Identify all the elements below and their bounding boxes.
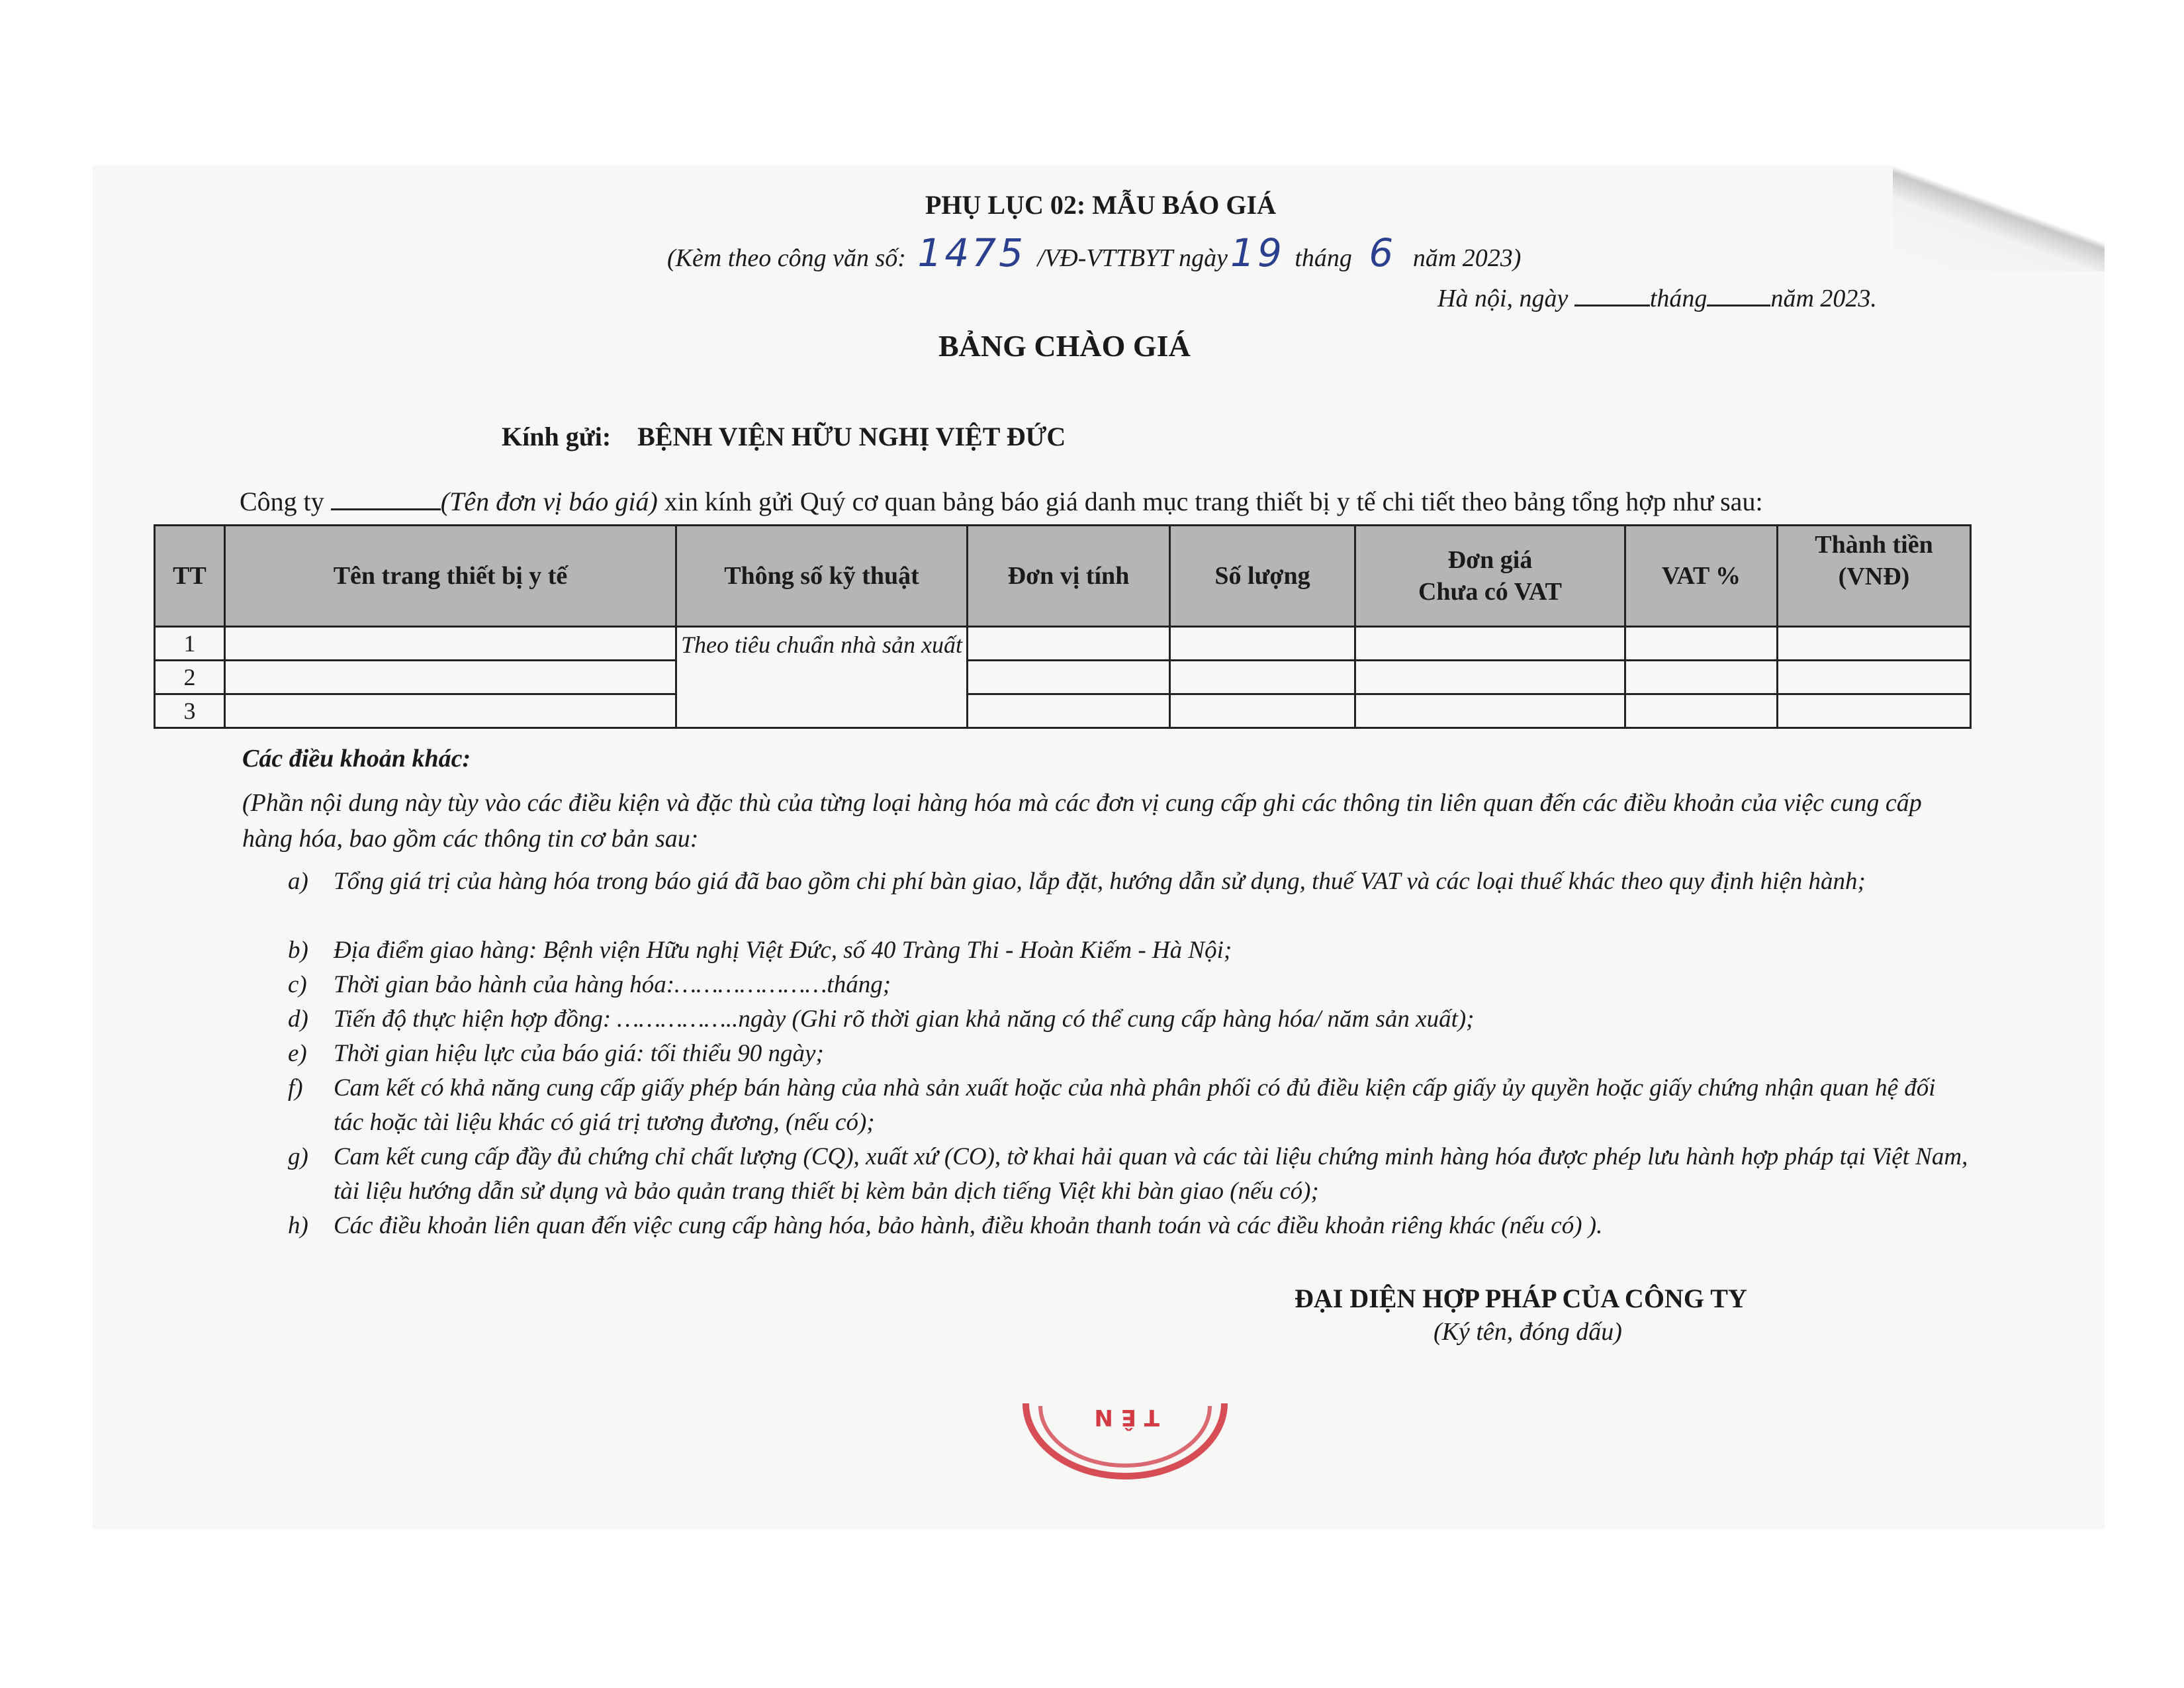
- attachment-line: [667, 230, 1521, 275]
- cell-unit: [968, 661, 1170, 694]
- cell-vat: [1625, 694, 1778, 728]
- terms-intro: (Phần nội dung này tùy vào các điều kiện và đặc thù của từng loại hàng hóa mà các đơn vị cung cấp ghi các thông tin liên quan đến các điều khoản của việc cung cấp hàng hóa, bao gồm các thông tin cơ bản sau:: [242, 789, 1922, 853]
- header-total: [1778, 526, 1971, 627]
- header-device-name: Tên trang thiết bị y tế: [225, 526, 676, 627]
- cell-device-name: [225, 627, 676, 661]
- term-label: c): [288, 971, 307, 998]
- document-title: BẢNG CHÀO GIÁ: [938, 329, 1191, 363]
- terms-heading: Các điều khoản khác:: [242, 745, 471, 773]
- cell-total: [1778, 694, 1971, 728]
- row-number: 1: [155, 627, 225, 661]
- document-number: 1475: [917, 230, 1026, 275]
- term-item-f: [289, 1071, 1943, 1140]
- term-text: Cam kết cung cấp đầy đủ chứng chỉ chất lượng (CQ), xuất xứ (CO), tờ khai hải quan và các tài liệu chứng minh hàng hóa được phép lưu hành hợp pháp tại Việt Nam, tài liệu hướng dẫn sử dụng và bảo quản trang thiết bị kèm bản dịch tiếng Việt khi bàn giao (nếu có);: [334, 1143, 1968, 1205]
- cell-unit-price: [1355, 694, 1625, 728]
- row-number: 3: [155, 694, 225, 728]
- term-label: h): [288, 1212, 308, 1239]
- cell-device-name: [225, 661, 676, 694]
- intro-line: [240, 482, 1763, 517]
- term-text: Thời gian bảo hành của hàng hóa:…………………tháng;: [334, 971, 891, 998]
- header-quantity: Số lượng: [1170, 526, 1355, 627]
- company-blank: [331, 482, 441, 510]
- term-label: b): [288, 937, 308, 964]
- table-header-row: [155, 526, 1971, 627]
- attachment-month: 6: [1369, 230, 1396, 275]
- recipient-label: Kính gửi:: [502, 422, 612, 451]
- day-blank: [1574, 278, 1650, 306]
- term-item-b: [289, 933, 1943, 968]
- intro-unit-hint: (Tên đơn vị báo giá): [440, 487, 658, 516]
- signature-title: ĐẠI DIỆN HỢP PHÁP CỦA CÔNG TY: [1295, 1284, 1747, 1313]
- cell-quantity: [1170, 661, 1355, 694]
- intro-text: xin kính gửi Quý cơ quan bảng báo giá danh mục trang thiết bị y tế chi tiết theo bảng tổng hợp như sau:: [664, 487, 1763, 516]
- term-label: g): [288, 1143, 308, 1170]
- attachment-day: 19: [1230, 230, 1285, 275]
- cell-device-name: [225, 694, 676, 728]
- header-vat: VAT %: [1625, 526, 1778, 627]
- term-item-c: [289, 968, 1943, 1002]
- appendix-title: PHỤ LỤC 02: MẪU BÁO GIÁ: [925, 190, 1276, 220]
- cell-vat: [1625, 627, 1778, 661]
- term-text: Thời gian hiệu lực của báo giá: tối thiểu 90 ngày;: [334, 1040, 824, 1067]
- header-total-line1: Thành tiền: [1815, 531, 1933, 559]
- recipient-name: BỆNH VIỆN HỮU NGHỊ VIỆT ĐỨC: [637, 422, 1066, 451]
- cell-total: [1778, 661, 1971, 694]
- term-label: a): [288, 868, 308, 895]
- page-fold-shadow: [1893, 165, 2105, 271]
- header-total-line2: (VNĐ): [1838, 563, 1910, 590]
- company-stamp: [1013, 1377, 1238, 1509]
- intro-company: Công ty: [240, 487, 324, 516]
- place-date-line: [1437, 278, 1877, 313]
- cell-unit: [968, 694, 1170, 728]
- term-text: Địa điểm giao hàng: Bệnh viện Hữu nghị Việt Đức, số 40 Tràng Thi - Hoàn Kiếm - Hà Nội;: [334, 937, 1232, 964]
- attachment-prefix: (Kèm theo công văn số:: [667, 244, 906, 272]
- cell-total: [1778, 627, 1971, 661]
- table-row: [155, 661, 1971, 694]
- header-unit-price-line2: Chưa có VAT: [1418, 578, 1563, 606]
- place-date-prefix: Hà nội, ngày: [1437, 285, 1569, 312]
- attachment-mid: /VĐ-VTTBYT ngày: [1037, 244, 1228, 272]
- place-date-year: năm 2023.: [1770, 285, 1877, 312]
- recipient-line: [502, 421, 1066, 452]
- header-tt: TT: [155, 526, 225, 627]
- table-row: [155, 694, 1971, 728]
- term-text: Cam kết có khả năng cung cấp giấy phép bán hàng của nhà sản xuất hoặc của nhà phân phối có đủ điều kiện cấp giấy ủy quyền hoặc giấy chứng nhận quan hệ đối tác hoặc tài liệu khác có giá trị tương đương, (nếu có);: [334, 1074, 1936, 1136]
- cell-unit: [968, 627, 1170, 661]
- attachment-year: năm 2023): [1412, 244, 1522, 272]
- header-unit: Đơn vị tính: [968, 526, 1170, 627]
- term-text: Tiến độ thực hiện hợp đồng: ……………..ngày (Ghi rõ thời gian khả năng có thể cung cấp hàng hóa/ năm sản xuất);: [334, 1006, 1475, 1033]
- cell-quantity: [1170, 627, 1355, 661]
- table-row: [155, 627, 1971, 661]
- term-text: Tổng giá trị của hàng hóa trong báo giá đã bao gồm chi phí bàn giao, lắp đặt, hướng dẫn sử dụng, thuế VAT và các loại thuế khác theo quy định hiện hành;: [334, 868, 1866, 895]
- place-date-month: tháng: [1649, 285, 1707, 312]
- header-unit-price: [1355, 526, 1625, 627]
- term-label: f): [288, 1074, 303, 1102]
- row-number: 2: [155, 661, 225, 694]
- term-item-g: [288, 1140, 1968, 1209]
- header-unit-price-line1: Đơn giá: [1447, 546, 1533, 574]
- stamp-text: T Ê N: [1094, 1404, 1160, 1430]
- term-item-a: [289, 865, 1943, 933]
- quote-table: [154, 524, 1972, 729]
- cell-specification: Theo tiêu chuẩn nhà sản xuất: [676, 627, 968, 728]
- term-label: d): [288, 1006, 308, 1033]
- signature-note: (Ký tên, đóng dấu): [1433, 1318, 1622, 1346]
- term-label: e): [288, 1040, 307, 1067]
- cell-vat: [1625, 661, 1778, 694]
- term-item-h: [289, 1209, 1943, 1243]
- attachment-month-label: tháng: [1295, 244, 1352, 272]
- header-specification: Thông số kỹ thuật: [676, 526, 968, 627]
- cell-quantity: [1170, 694, 1355, 728]
- term-item-d: [289, 1002, 1943, 1037]
- term-text: Các điều khoản liên quan đến việc cung cấp hàng hóa, bảo hành, điều khoản thanh toán và các điều khoản riêng khác (nếu có) ).: [334, 1212, 1603, 1239]
- cell-unit-price: [1355, 661, 1625, 694]
- cell-unit-price: [1355, 627, 1625, 661]
- term-item-e: [289, 1037, 1943, 1071]
- month-blank: [1707, 278, 1770, 306]
